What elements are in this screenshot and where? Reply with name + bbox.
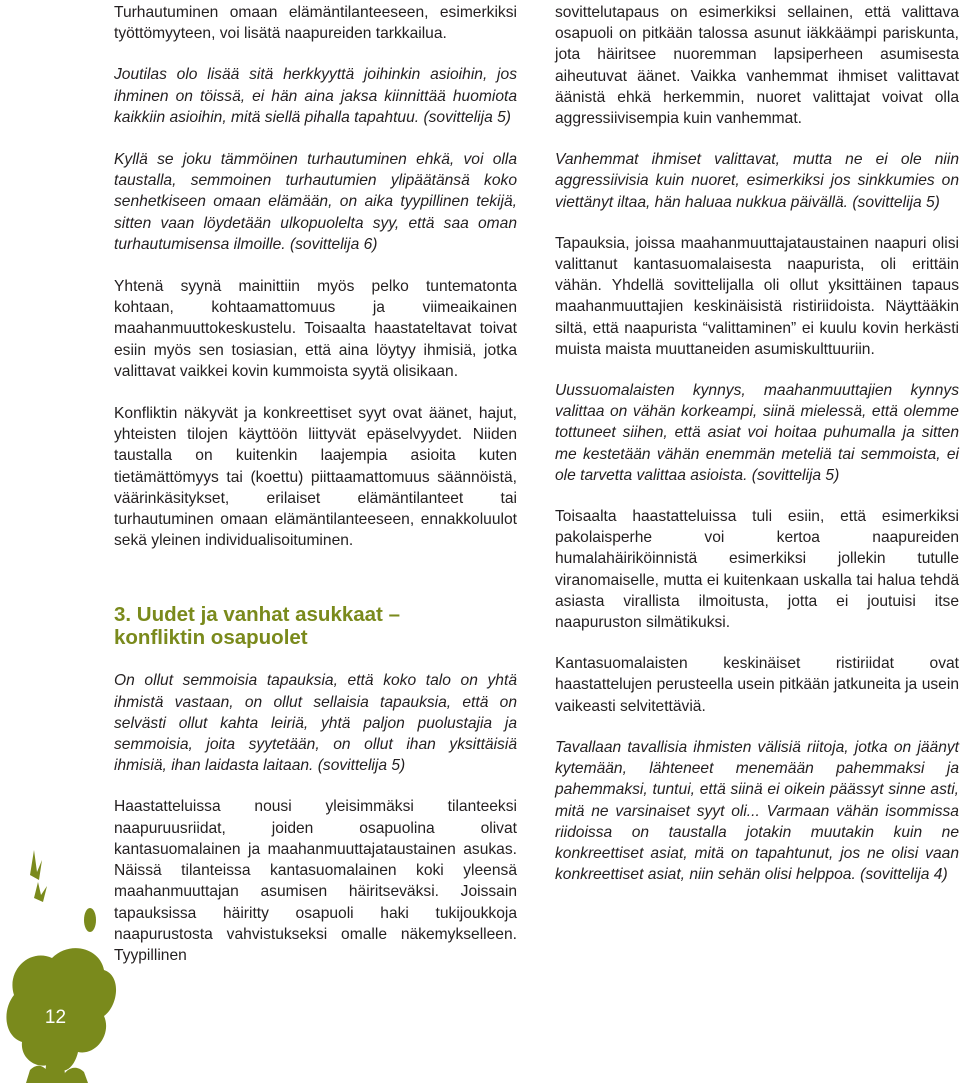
body-paragraph: Yhtenä syynä mainittiin myös pelko tuntematonta kohtaan, kohtaamattomuus ja viimeaikainen maahanmuuttokeskustelu. Toisaalta haastateltavat toivat esiin myös sen tosiasian, että aina löytyy ihmisiä, jotka valittavat vaikkei kovin kummoista syytä olisikaan.: [114, 278, 517, 380]
green-tree-decoration: [0, 820, 120, 1083]
interview-quote: Tavallaan tavallisia ihmisten välisiä riitoja, jotka on jäänyt kytemään, lähteneet menemään pahemmaksi ja pahemmaksi, tuntui, että siinä ei oikein päässyt sinne asti, mitä ne varsinaiset syyt oli... Varmaan vähän isommissa riidoissa on taustalla jotakin muutakin kuin ne konkreettiset asiat, mitä on tapahtunut, jos ne olisi vaan konkreettiset asiat, niin sehän olisi helppoa. (sovittelija 4): [555, 738, 959, 884]
section-heading-line-1: 3. Uudet ja vanhat asukkaat –: [114, 603, 400, 627]
section-heading: [114, 603, 517, 649]
page-number: 12: [44, 1007, 67, 1028]
interview-quote: Uussuomalaisten kynnys, maahanmuuttajien kynnys valittaa on vähän korkeampi, siinä mielessä, että olemme tottuneet siihen, että asiat voi hoitaa puhumalla ja sitten me kestetään vähän enemmän meteliä tai semmoista, ei ole tarvetta valittaa asioista. (sovittelija 5): [555, 382, 959, 484]
body-paragraph: Kantasuomalaisten keskinäiset ristiriidat ovat haastattelujen perusteella usein pitkään jatkuneita ja usein vaikeasti selvitettäviä.: [555, 655, 959, 715]
interview-quote: Joutilas olo lisää sitä herkkyyttä joihinkin asioihin, jos ihminen on töissä, ei hän aina jaksa kiinnittää huomiota kaikkiin asioihin, mitä siellä pihalla tapahtuu. (sovittelija 5): [114, 66, 517, 126]
body-paragraph: Toisaalta haastatteluissa tuli esiin, että esimerkiksi pakolaisperhe voi kertoa naapureiden humalahäiriköinnistä esimerkiksi jollekin tutulle viranomaiselle, mutta ei kuitenkaan uskalla tai halua tehdä asiasta virallista ilmoitusta, jotta ei joutuisi itse naapuruston silmätikuksi.: [555, 508, 959, 632]
body-paragraph: Turhautuminen omaan elämäntilanteeseen, esimerkiksi työttömyyteen, voi lisätä naapureiden tarkkailua.: [114, 4, 517, 43]
body-paragraph: Haastatteluissa nousi yleisimmäksi tilanteeksi naapuruusriidat, joiden osapuolina olivat kantasuomalainen ja maahanmuuttajataustainen asukas. Näissä tilanteissa kantasuomalainen koki yleensä maahanmuuttajan asumisen häiritseväksi. Joissain tapauksissa häiritty osapuoli haki tukijoukkoja naapurustosta vahvistukseksi omalle näkemykselleen. Tyypillinen: [114, 798, 517, 964]
body-paragraph: Konfliktin näkyvät ja konkreettiset syyt ovat äänet, hajut, yhteisten tilojen käyttöön liittyvät epäselvyydet. Niiden taustalla on kuitenkin laajempia asioita kuten tietämättömyys tai (koettu) piittaamattomuus säännöistä, väärinkäsitykset, erilaiset elämäntilanteet tai turhautuminen omaan elämäntilanteeseen, ennakkoluulot sekä yleinen individualisoituminen.: [114, 405, 517, 550]
interview-quote: On ollut semmoisia tapauksia, että koko talo on yhtä ihmistä vastaan, on ollut sellaisia tapauksia, että on selvästi ollut kahta leiriä, yhtä paljon puolustajia ja semmoisia, joita syytetään, on ollut ihan yksittäisiä ihmisiä, ihan laidasta laitaan. (sovittelija 5): [114, 672, 517, 775]
right-column: [555, 2, 959, 885]
interview-quote: Vanhemmat ihmiset valittavat, mutta ne ei ole niin aggressiivisia kuin nuoret, esimerkiksi jos sinkkumies on viettänyt iltaa, hän haluaa nukkua päivällä. (sovittelija 5): [555, 151, 959, 211]
body-paragraph: Tapauksia, joissa maahanmuuttajataustainen naapuri olisi valittanut kantasuomalaisesta naapurista, oli erittäin vähän. Yhdellä sovittelijalla oli ollut yksittäinen tapaus maahanmuuttajien keskinäisistä ristiriidoista. Näyttääkin siltä, että naapurista “valittaminen” ei kuulu kovin herkästi muista maista muuttaneiden asumiskulttuuriin.: [555, 234, 959, 358]
left-column: [114, 2, 517, 966]
interview-quote: Kyllä se joku tämmöinen turhautuminen ehkä, voi olla taustalla, semmoinen turhautumien ylipäätänsä koko senhetkiseen omaan elämään, on aika tyypillinen tekijä, sitten vaan löydetään ulkopuolelta syy, että saa oman turhautumisensa ilmoille. (sovittelija 6): [114, 151, 517, 253]
body-paragraph: sovittelutapaus on esimerkiksi sellainen, että valittava osapuoli on pitkään talossa asunut iäkkäämpi pariskunta, jota häiritsee nuoremman lapsiperheen asumisesta aiheutuvat äänet. Vaikka vanhemmat ihmiset valittavat äänistä ehkä herkemmin, nuoret valittajat voivat olla aggressiivisempia kuin vanhemmat.: [555, 4, 959, 128]
section-heading-line-2: konfliktin osapuolet: [114, 626, 308, 650]
